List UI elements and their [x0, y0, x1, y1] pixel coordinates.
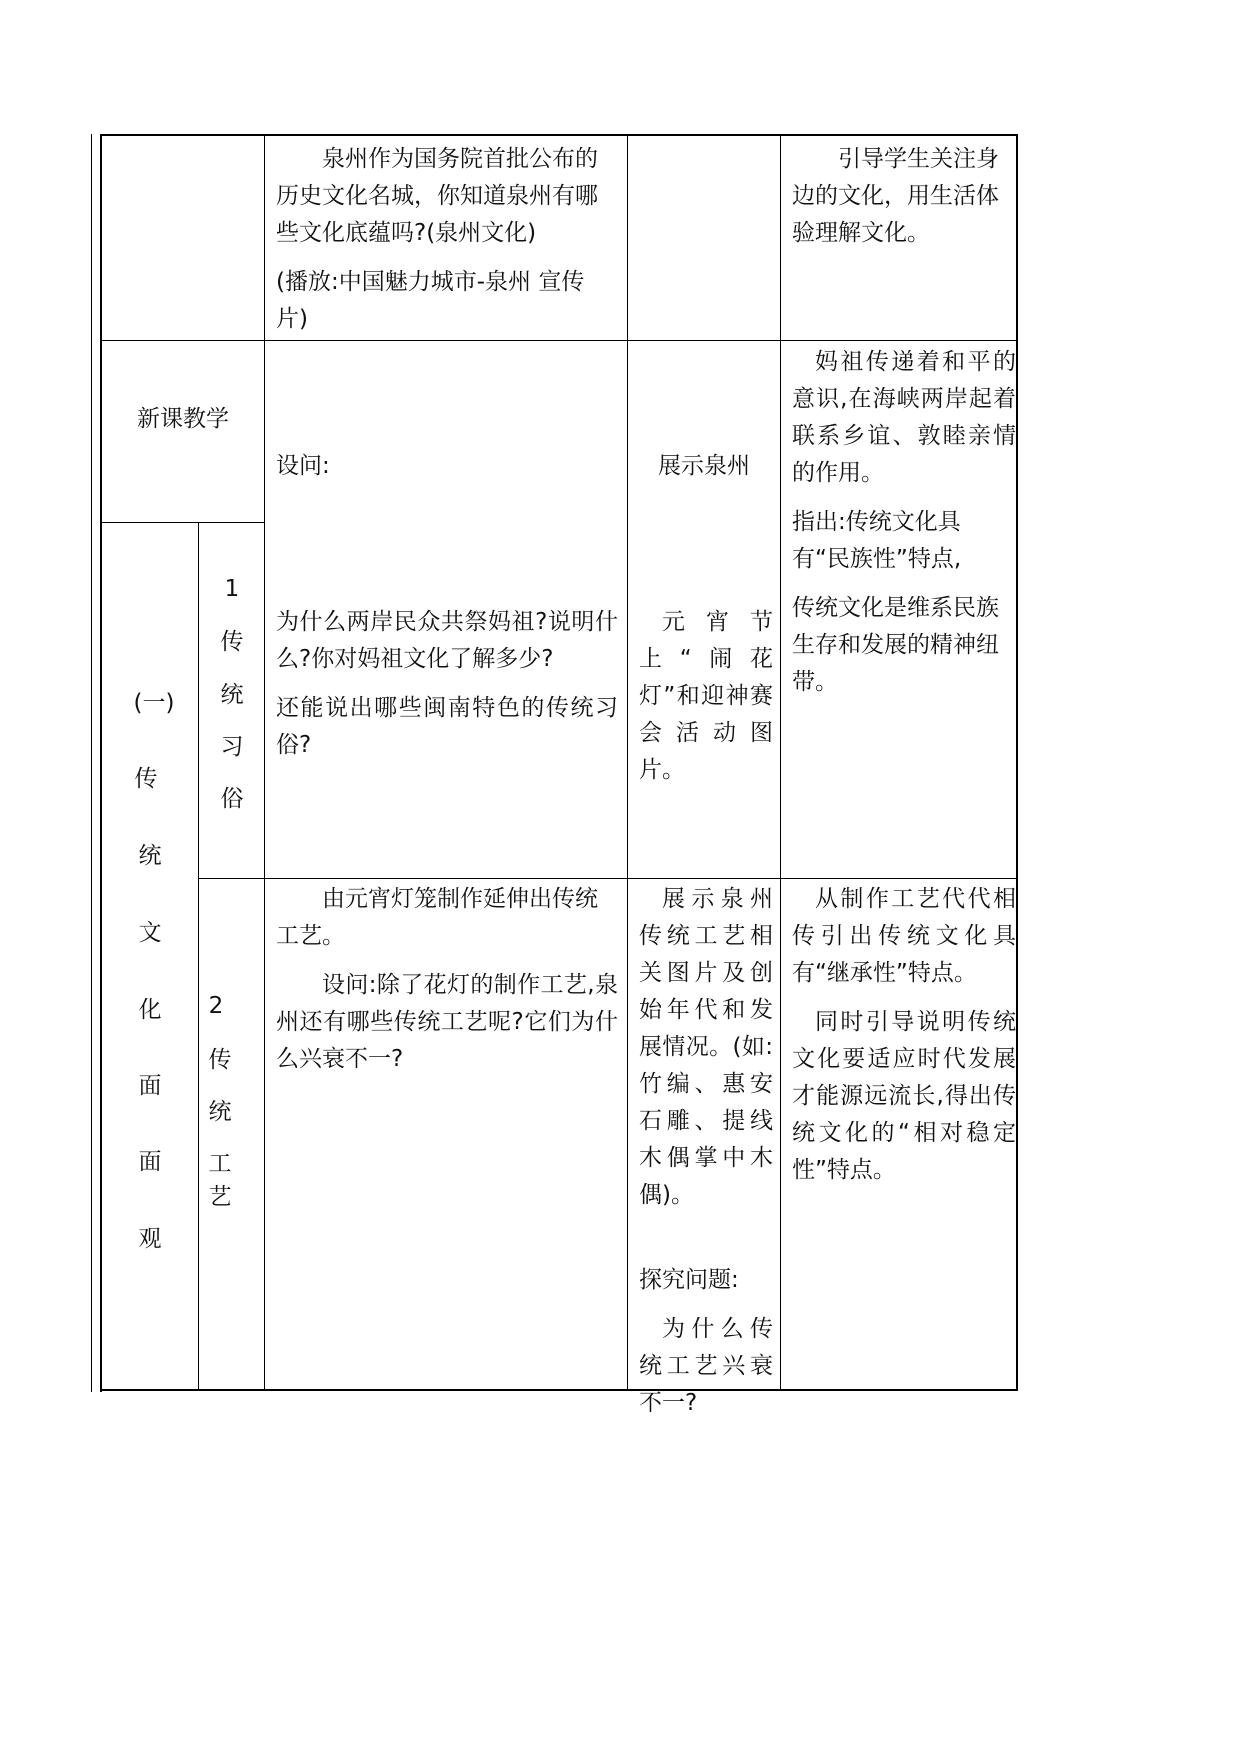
row1-content-cell — [276, 141, 616, 350]
sub2-content-crafts-question: 设问:除了花灯的制作工艺,泉州还有哪些传统工艺呢?它们为什么兴衰不一? — [276, 972, 618, 1072]
sub1-content-cell — [276, 604, 618, 776]
sub1-char-4: 习 — [220, 734, 244, 760]
row-divider-section — [100, 522, 265, 523]
sub2-intent-stability: 同时引导说明传统文化要适应时代发展才能源远流长,得出传统文化的“相对稳定性”特点。 — [792, 1009, 1016, 1183]
sub2-media-cell — [639, 881, 773, 1434]
row1-intent-cell — [792, 141, 1016, 264]
sub1-media-cell — [639, 604, 773, 801]
col-divider-content-left — [264, 134, 265, 1391]
sub2-content-lantern: 由元宵灯笼制作延伸出传统工艺。 — [276, 886, 598, 949]
row2-question-label: 设问: — [276, 453, 330, 479]
section-label-new-lesson: 新课教学 — [137, 406, 229, 432]
sub2-char-4: 工 — [208, 1151, 232, 1177]
sub2-intent-cell — [792, 881, 1016, 1201]
group-char-3: 统 — [138, 843, 162, 869]
row2-intent-bond: 传统文化是维系民族生存和发展的精神纽带。 — [792, 595, 999, 695]
sub1-char-2: 传 — [220, 629, 244, 655]
sub2-char-1: 2 — [208, 993, 224, 1019]
sub1-char-1: 1 — [224, 576, 240, 602]
group-char-5: 化 — [138, 997, 162, 1023]
sub2-intent-inheritance: 从制作工艺代代相传引出传统文化具有“继承性”特点。 — [792, 886, 1016, 986]
col-divider-media-left — [627, 134, 628, 1391]
sub2-media-inquiry-label: 探究问题: — [639, 1267, 739, 1293]
group-char-6: 面 — [138, 1073, 162, 1099]
table-bottom-border — [100, 1389, 1018, 1391]
left-inner-border — [100, 134, 102, 1392]
row-divider-sub2 — [198, 878, 1018, 879]
sub1-media-text: 元宵节上“闹花灯”和迎神赛会活动图片。 — [639, 609, 773, 783]
col-divider-subsection — [198, 522, 199, 1391]
sub2-char-5: 艺 — [208, 1184, 232, 1210]
sub1-char-5: 俗 — [220, 786, 244, 812]
group-char-1: (一) — [133, 690, 175, 716]
group-char-8: 观 — [138, 1226, 162, 1252]
group-char-2: 传 — [134, 766, 158, 792]
sub1-content-customs-question: 还能说出哪些闽南特色的传统习俗? — [276, 695, 618, 758]
row1-content-video: (播放:中国魅力城市-泉州 宣传片) — [276, 269, 585, 332]
left-outer-border — [91, 134, 92, 1392]
row2-intent-cell — [792, 344, 1016, 713]
row2-intent-mazu: 妈祖传递着和平的意识,在海峡两岸起着联系乡谊、敦睦亲情的作用。 — [792, 349, 1016, 486]
sub2-media-crafts: 展示泉州传统工艺相关图片及创始年代和发展情况。(如:竹编、惠安石雕、提线木偶掌中木偶)。 — [639, 886, 773, 1208]
table-right-border — [1016, 134, 1018, 1391]
sub2-media-inquiry-question: 为什么传统工艺兴衰不一? — [639, 1316, 773, 1416]
row2-intent-nationality: 指出:传统文化具有“民族性”特点, — [792, 509, 962, 572]
table-top-border — [100, 134, 1018, 136]
sub2-char-3: 统 — [208, 1099, 232, 1125]
row1-content-question: 泉州作为国务院首批公布的历史文化名城，你知道泉州有哪些文化底蕴吗?(泉州文化) — [276, 146, 598, 246]
row1-intent-text: 引导学生关注身边的文化，用生活体验理解文化。 — [792, 146, 999, 246]
sub2-content-cell — [276, 881, 618, 1090]
col-divider-intent-left — [780, 134, 781, 1391]
sub1-content-mazu-question: 为什么两岸民众共祭妈祖?说明什么?你对妈祖文化了解多少? — [276, 609, 618, 672]
group-char-7: 面 — [138, 1149, 162, 1175]
sub1-char-3: 统 — [220, 682, 244, 708]
row2-media-label: 展示泉州 — [658, 453, 750, 479]
sub2-char-2: 传 — [208, 1047, 232, 1073]
group-char-4: 文 — [138, 920, 162, 946]
